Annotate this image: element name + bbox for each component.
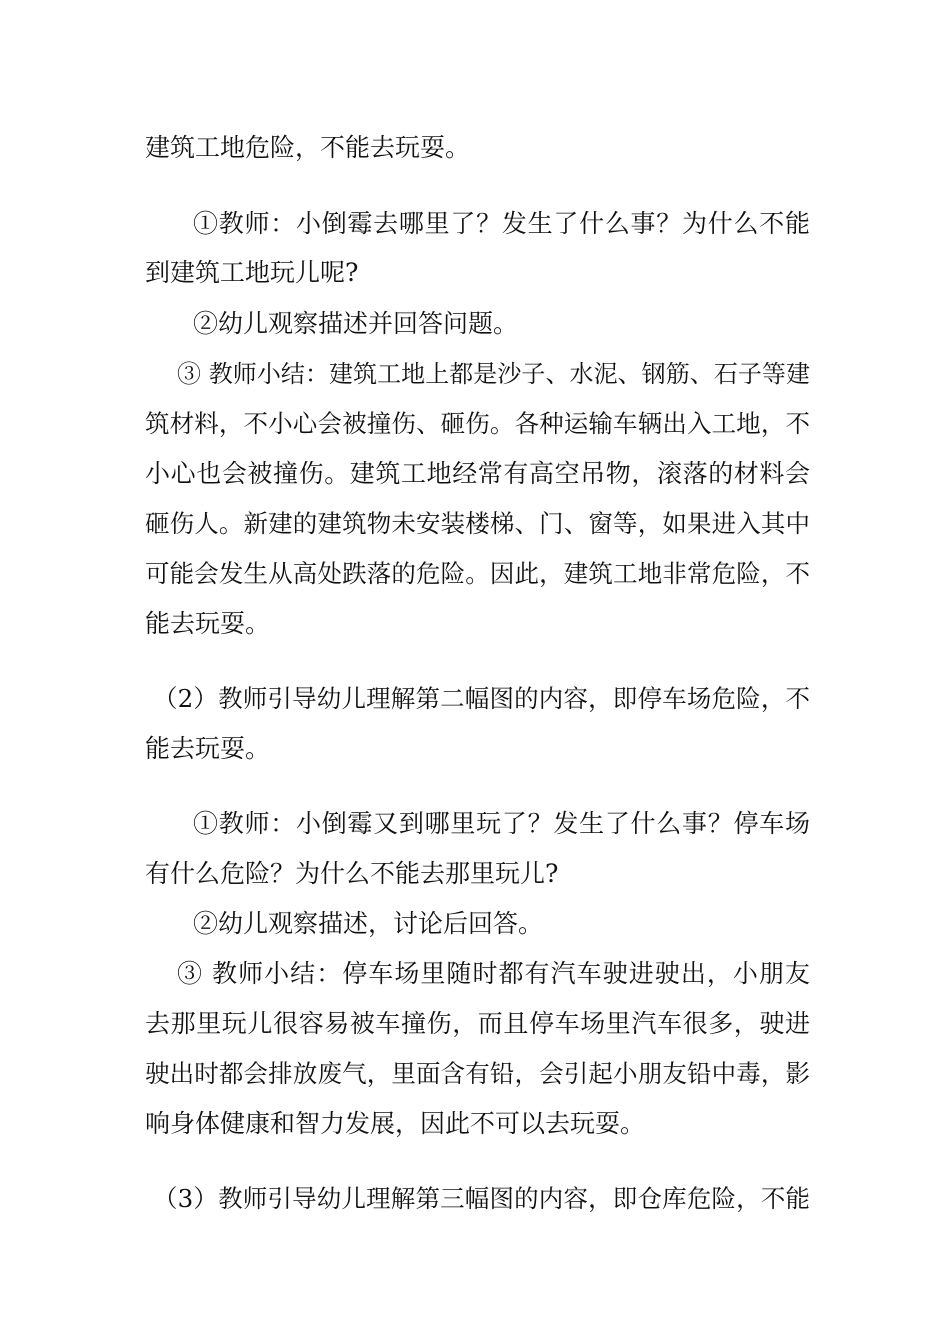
text-line: 到建筑工地玩儿呢? — [145, 258, 359, 287]
text-line: 有什么危险？为什么不能去那里玩儿? — [145, 859, 559, 888]
text-line: ③ 教师小结：停车场里随时都有汽车驶进驶出，小朋友 — [177, 959, 810, 988]
text-line: 去那里玩儿很容易被车撞伤，而且停车场里汽车很多，驶进 — [145, 1009, 810, 1038]
text-line: 小心也会被撞伤。建筑工地经常有高空吊物，滚落的材料会 — [145, 459, 810, 488]
text-line: 建筑工地危险，不能去玩耍。 — [145, 133, 471, 162]
text-line: （2）教师引导幼儿理解第二幅图的内容，即停车场危险，不 — [153, 684, 810, 713]
text-line: 驶出时都会排放废气，里面含有铅，会引起小朋友铅中毒，影 — [145, 1059, 810, 1088]
text-line: （3）教师引导幼儿理解第三幅图的内容，即仓库危险，不能 — [153, 1184, 810, 1213]
text-line: 能去玩耍。 — [145, 734, 271, 763]
text-line: ③ 教师小结：建筑工地上都是沙子、水泥、钢筋、石子等建 — [177, 360, 810, 388]
text-line: 响身体健康和智力发展，因此不可以去玩耍。 — [145, 1109, 646, 1138]
text-line: 筑材料，不小心会被撞伤、砸伤。各种运输车辆出入工地，不 — [145, 409, 810, 438]
text-line: ①教师：小倒霉又到哪里玩了？发生了什么事？停车场 — [193, 809, 810, 838]
text-line: 能去玩耍。 — [145, 609, 271, 638]
text-line: ②幼儿观察描述，讨论后回答。 — [193, 909, 544, 938]
text-line: ①教师：小倒霉去哪里了？发生了什么事？为什么不能 — [193, 209, 810, 238]
text-line: 可能会发生从高处跌落的危险。因此，建筑工地非常危险，不 — [145, 559, 810, 588]
text-line: ②幼儿观察描述并回答问题。 — [193, 309, 519, 338]
text-line: 砸伤人。新建的建筑物未安装楼梯、门、窗等，如果进入其中 — [145, 509, 810, 538]
